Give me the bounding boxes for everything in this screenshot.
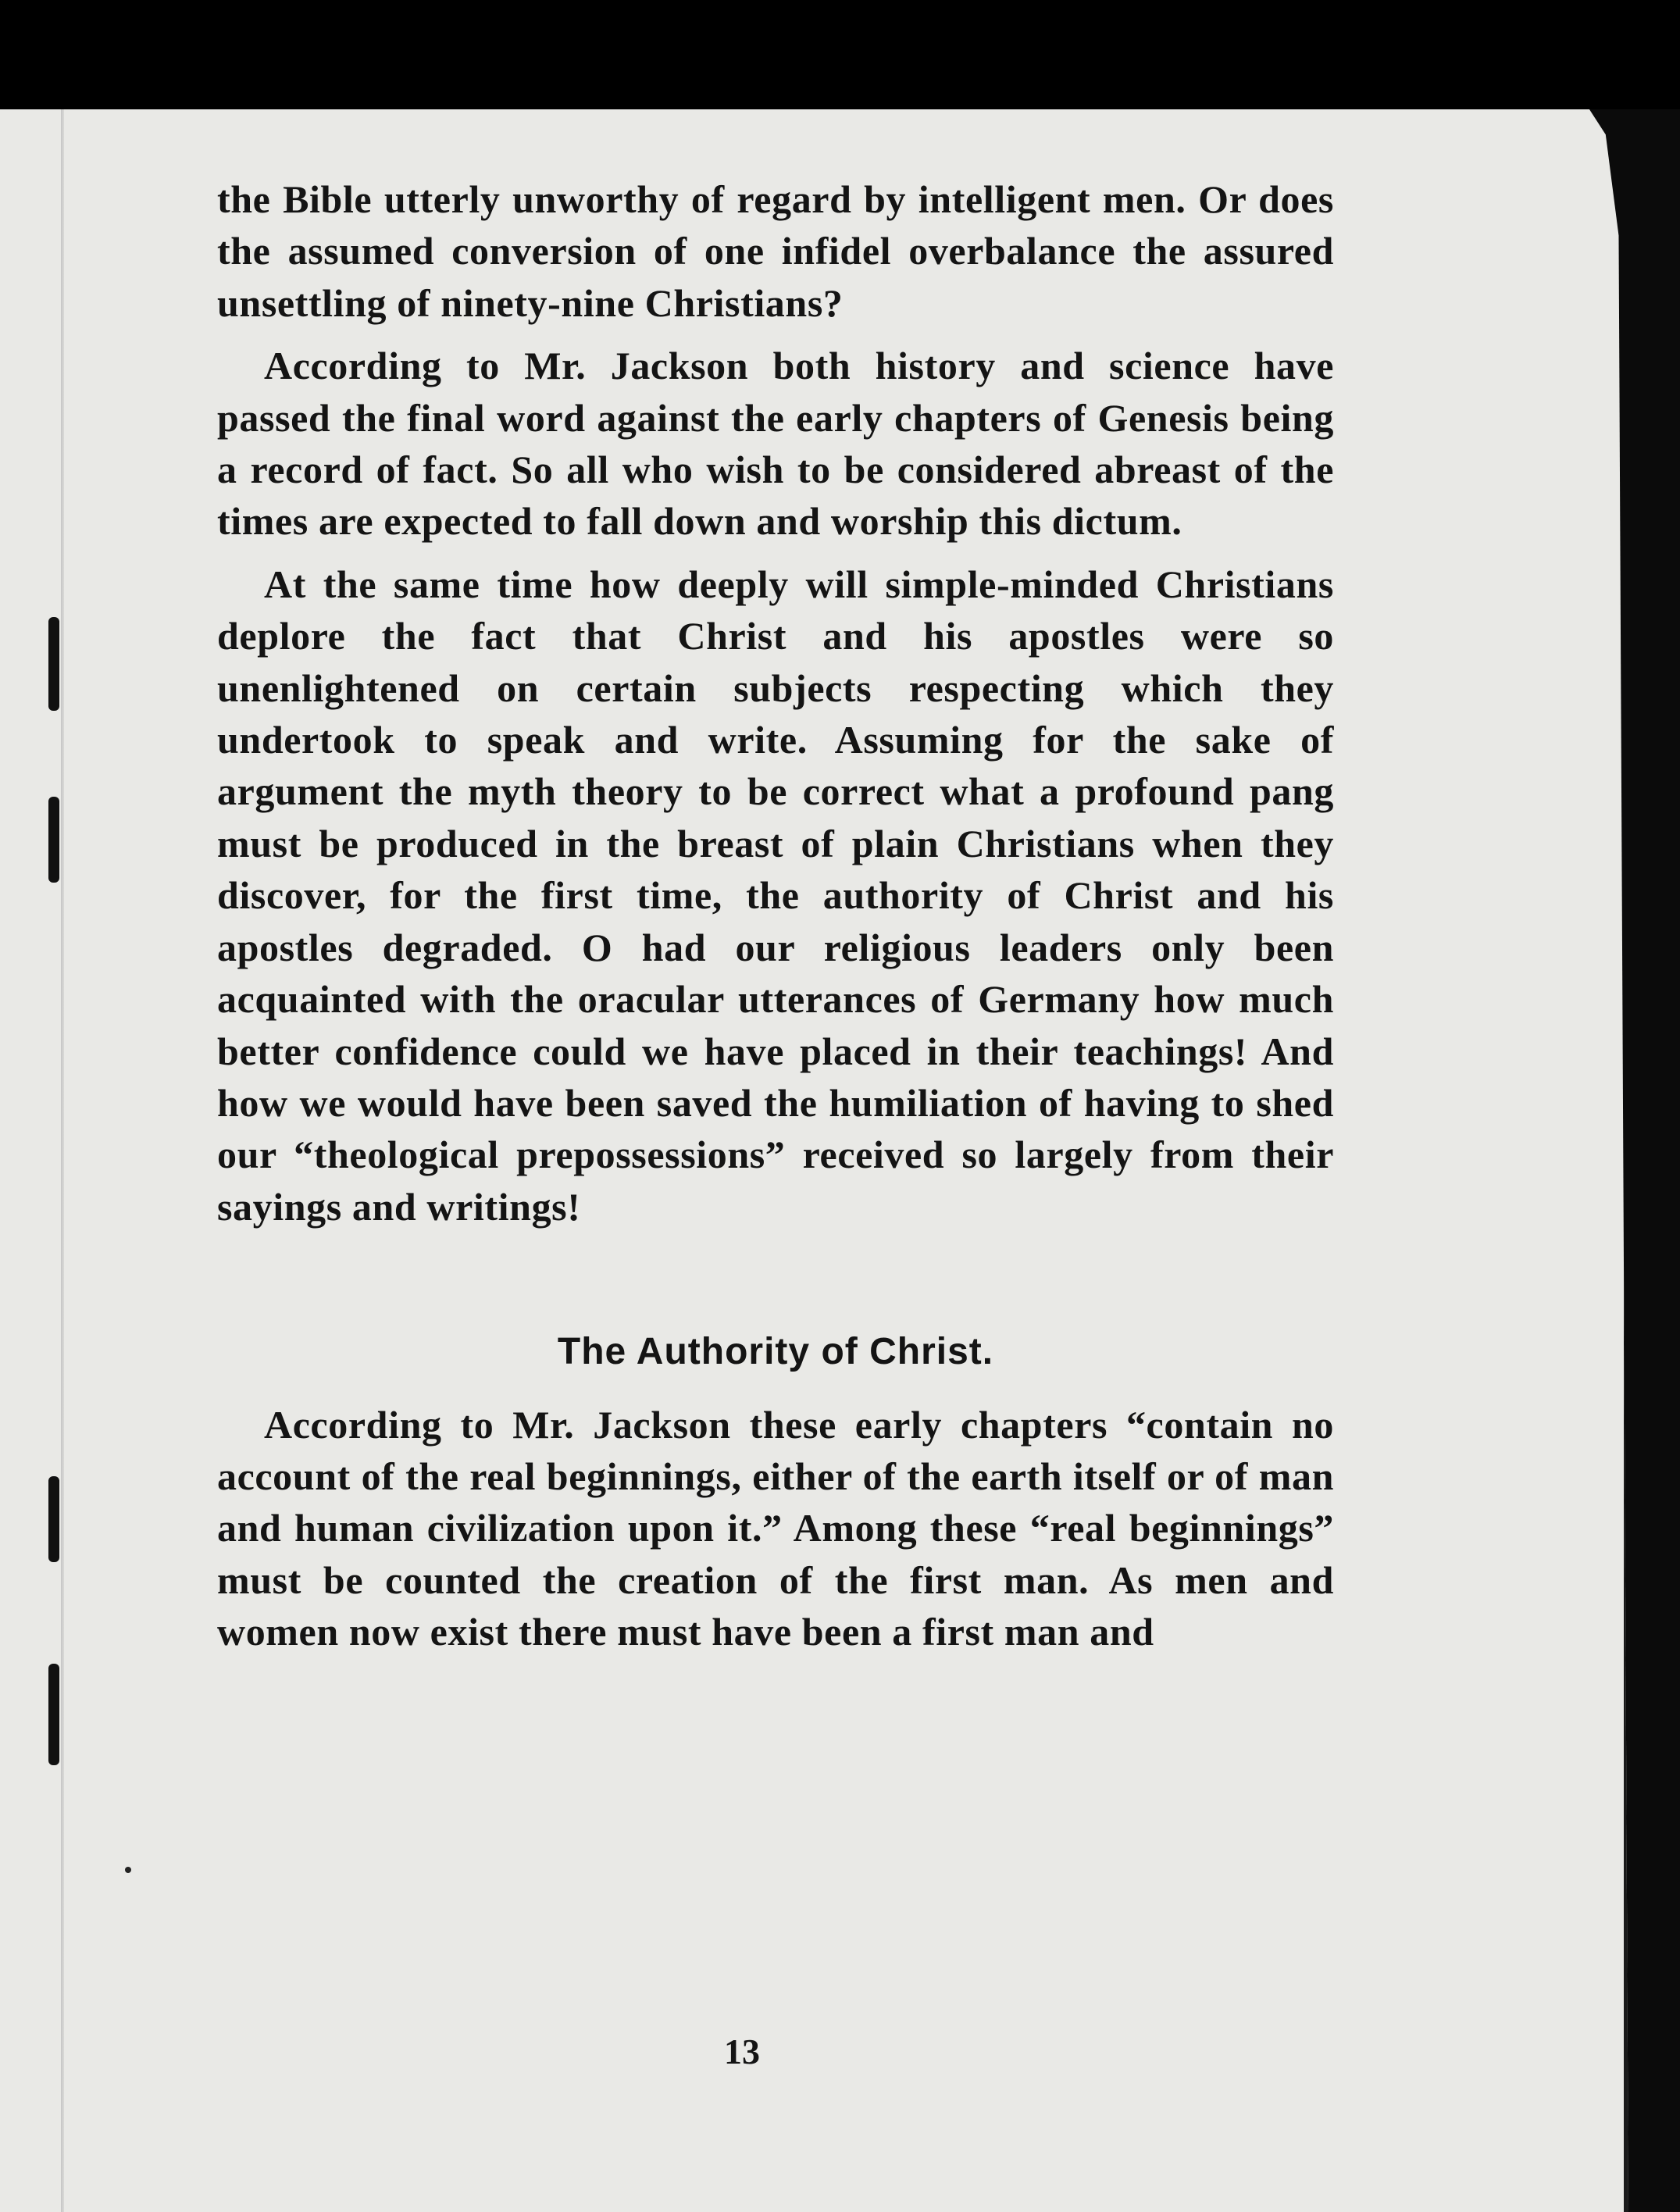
scanner-background-top (0, 0, 1680, 109)
paragraph: At the same time how deeply will simple-minded Christians deplore the fact that Christ and his apostles were so unenlightened on certain subjects respecting which they undertook to speak and write. Assuming for the sake of argument the myth theory to be correct what a profound pang must be produced in the breast of plain Christians when they discover, for the first time, the authority of Christ and his apostles degraded. O had our religious leaders only been acquainted with the oracular utterances of Germany how much better confidence could we have placed in their teachings! And how we would have been saved the humiliation of having to shed our “theological prepossessions” received so largely from their sayings and writings! (217, 562, 1334, 1229)
binding-mark (48, 1664, 59, 1765)
page-number: 13 (724, 2032, 760, 2071)
binding-mark (48, 1476, 59, 1562)
paragraph: According to Mr. Jackson these early chapters “contain no account of the real beginnings, either of the earth itself or of man and human civilization upon it.” Among these “real beginnings” must be counted the creation of the first man. As men and women now exist there must have been a first man and (217, 1402, 1334, 1654)
paragraph: the Bible utterly unworthy of regard by intelligent men. Or does the assumed conversion of one infidel overbalance the assured unsettling of ninety-nine Christians? (217, 177, 1334, 325)
binding-mark (48, 617, 59, 711)
page-gutter (61, 109, 64, 2212)
section-heading: The Authority of Christ. (557, 1331, 994, 1373)
paragraph: According to Mr. Jackson both history and science have passed the final word against the early chapters of Genesis being a record of fact. So all who wish to be considered abreast of the times are expected to fall down and worship this dictum. (217, 344, 1334, 544)
body-text (217, 173, 1334, 1669)
binding-mark (48, 797, 59, 883)
scan-speck (125, 1867, 131, 1873)
